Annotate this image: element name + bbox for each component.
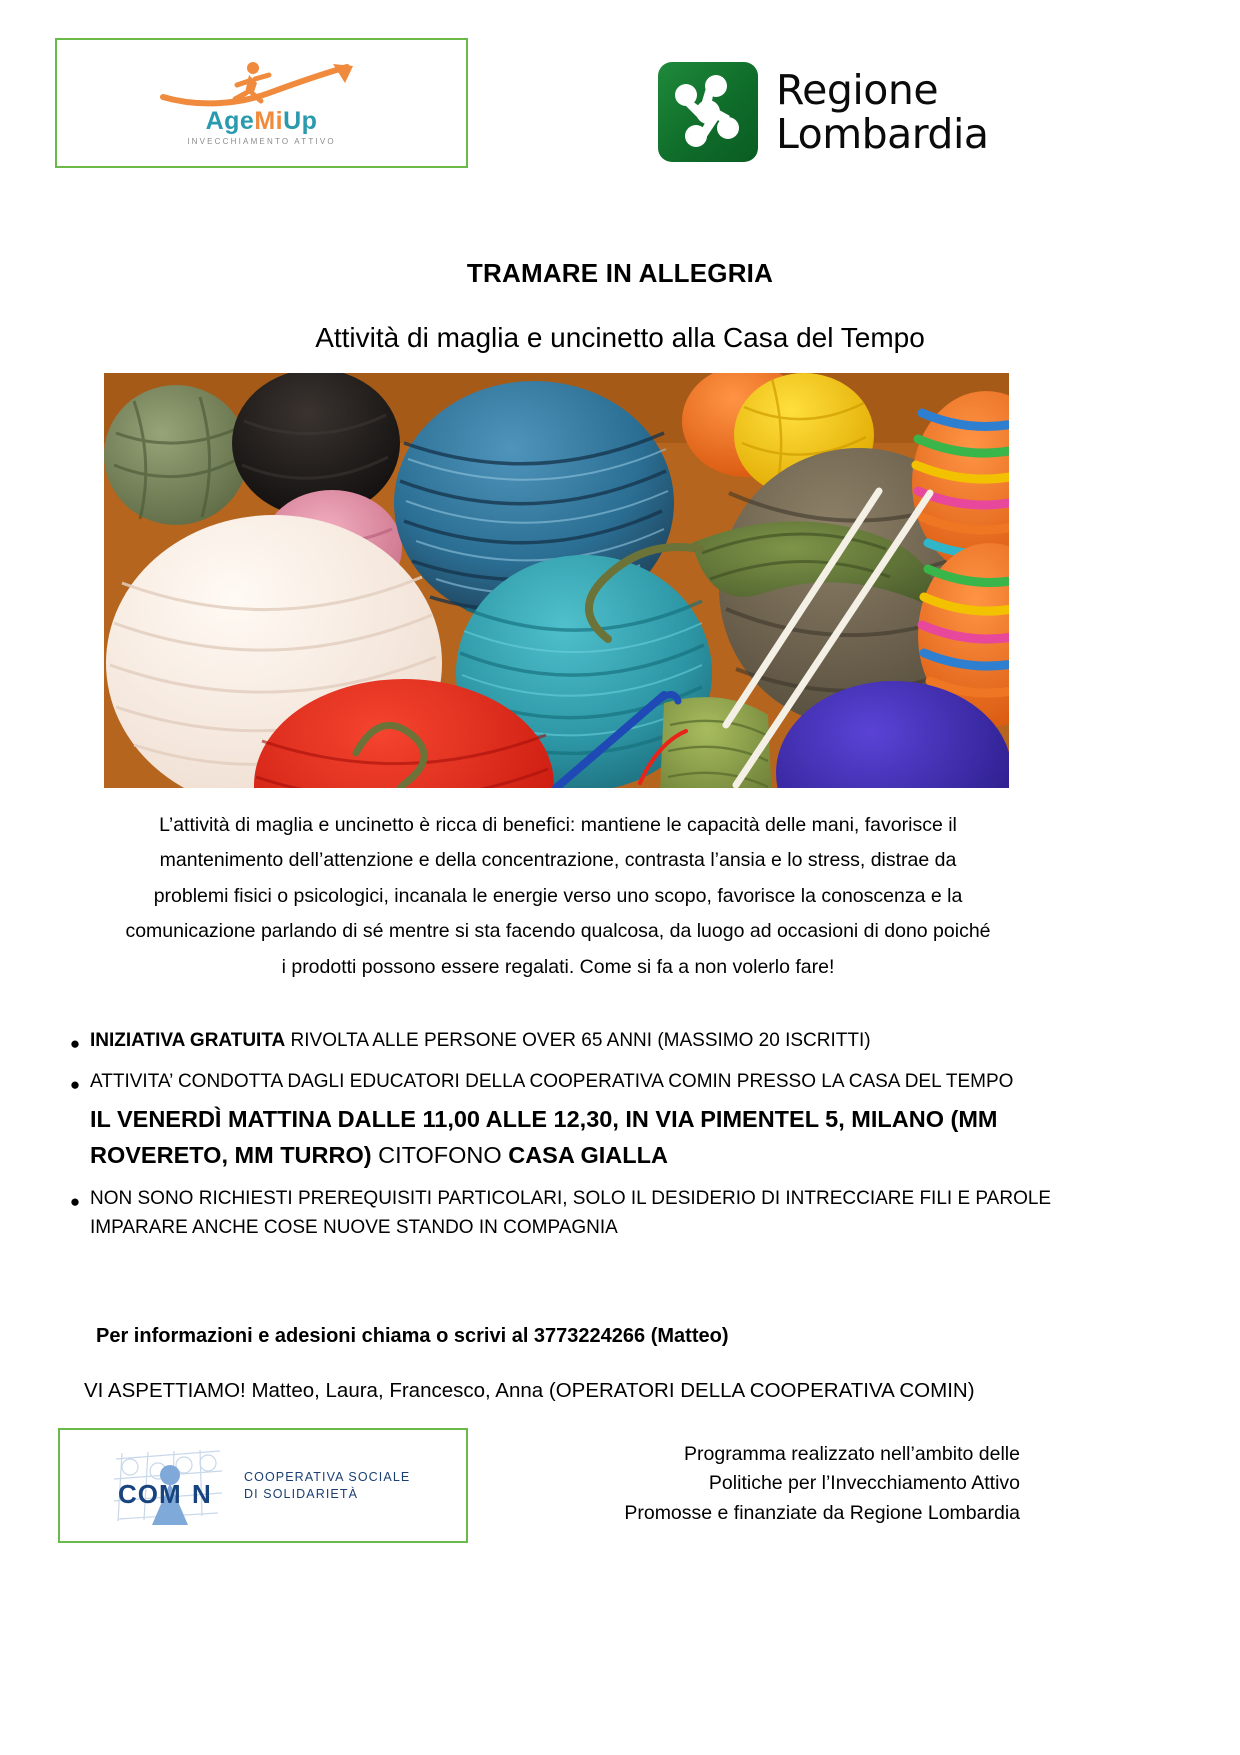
comin-logo: [60, 1430, 466, 1541]
list-item-bold-lead: INIZIATIVA GRATUITA: [90, 1030, 286, 1051]
funding-note-line1: Programma realizzato nell’ambito delle: [684, 1443, 1020, 1465]
schedule-and-address: [90, 1102, 1060, 1173]
schedule-address-main: IL VENERDÌ MATTINA DALLE 11,00 ALLE 12,30, IN VIA PIMENTEL 5, MILANO (MM ROVERETO, MM TURRO): [90, 1106, 998, 1168]
age-mi-up-logo: [57, 40, 466, 166]
bullet-icon: ●: [69, 1034, 81, 1053]
page-title: TRAMARE IN ALLEGRIA: [466, 258, 774, 288]
running-figure-arrow-icon: [157, 61, 367, 113]
svg-text:N: N: [192, 1478, 211, 1509]
regione-lombardia-wordmark: [776, 65, 989, 158]
contact-info: Per informazioni e adesioni chiama o scrivi al 3773224266 (Matteo): [96, 1325, 729, 1347]
list-item-rest: ATTIVITA’ CONDOTTA DAGLI EDUCATORI DELLA COOPERATIVA COMIN PRESSO LA CASA DEL TEMPO: [90, 1070, 1014, 1092]
comin-subtitle-line2: DI SOLIDARIETÀ: [244, 1486, 359, 1501]
bullet-icon: ●: [69, 1074, 81, 1094]
details-list: [60, 1027, 1060, 1254]
age-mi-up-tagline: INVECCHIAMENTO ATTIVO: [187, 136, 336, 146]
list-item-rest: RIVOLTA ALLE PERSONE OVER 65 ANNI (MASSIMO 20 ISCRITTI): [285, 1030, 871, 1051]
list-item-rest: NON SONO RICHIESTI PREREQUISITI PARTICOLARI, SOLO IL DESIDERIO DI INTRECCIARE FILI E PAROLE IMPARARE ANCHE COSE NUOVE STANDO IN COMPAGNIA: [90, 1188, 1052, 1238]
wordmark-mi: Mi: [254, 106, 284, 135]
age-mi-up-logo-box: [55, 38, 468, 168]
svg-text:COM: COM: [118, 1478, 182, 1509]
rosa-camuna-icon: [658, 62, 758, 162]
comin-subtitle-line1: COOPERATIVA SOCIALE: [244, 1469, 411, 1484]
funding-note-line2: Politiche per l’Invecchiamento Attivo: [708, 1472, 1020, 1495]
intro-paragraph: L’attività di maglia e uncinetto è ricca di benefici: mantiene le capacità delle mani, favorisce il mantenimento dell’attenzione e della concentrazione, contrasta l’ansia e lo stress, distrae da problemi fisici o psicologici, incanala le energie verso uno scopo, favorisce la conoscenza e la comunicazione parlando di sé mentre si sta facendo qualcosa, da luogo ad occasioni di dono poiché i prodotti possono essere regalati. Come si fa a non volerlo fare!: [125, 814, 991, 978]
closing-line: VI ASPETTIAMO! Matteo, Laura, Francesco, Anna (OPERATORI DELLA COOPERATIVA COMIN): [84, 1379, 975, 1402]
list-item: [60, 1185, 1060, 1242]
regione-lombardia-line2: Lombardia: [776, 110, 989, 158]
list-item-text: [90, 1185, 1060, 1242]
funding-note: [560, 1440, 1020, 1528]
yarn-photo: [104, 373, 1009, 788]
bullet-icon: ●: [69, 1192, 81, 1212]
wordmark-up: Up: [283, 106, 318, 135]
page-subtitle: Attività di maglia e uncinetto alla Casa del Tempo: [315, 322, 925, 353]
regione-lombardia-line1: Regione: [776, 65, 939, 114]
citofono-value: CASA GIALLA: [508, 1141, 668, 1168]
list-item: [60, 1027, 1060, 1056]
comin-subtitle: [244, 1469, 410, 1503]
wordmark-age: Age: [205, 106, 255, 135]
comin-logo-box: [58, 1428, 468, 1543]
list-item: [60, 1068, 1060, 1174]
regione-lombardia-logo: [658, 62, 988, 162]
comin-emblem-icon: [108, 1445, 228, 1527]
list-item-text: [90, 1068, 1060, 1174]
list-item-text: [90, 1027, 1060, 1056]
funding-note-line3: Promosse e finanziate da Regione Lombardia: [624, 1501, 1020, 1524]
citofono-label: CITOFONO: [378, 1141, 509, 1168]
